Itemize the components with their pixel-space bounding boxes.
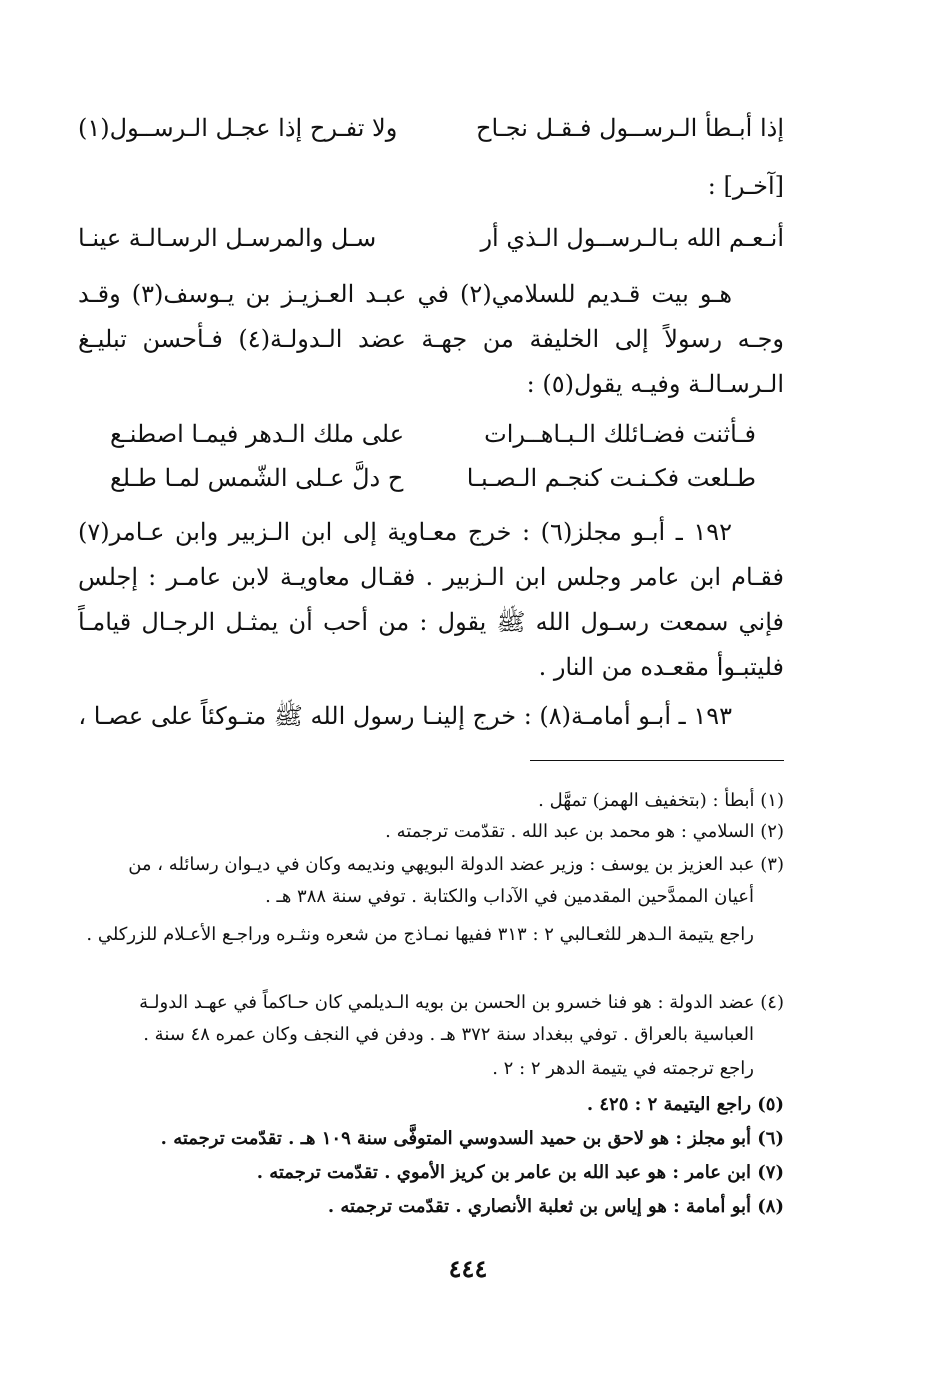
footnote-4-reference: راجع ترجمته في يتيمة الدهر ٢ : ٢ . [492, 1058, 754, 1079]
footnote-3-reference: راجع يتيمة الـدهر للثعـالبي ٢ : ٣١٣ ففيها نمـاذج من شعره ونثـره وراجـع الأعـلام للزركلي . [86, 924, 754, 945]
page-number: ٤٤٤ [448, 1254, 488, 1283]
footnote-4-continuation: العباسية بالعراق . توفي ببغداد سنة ٣٧٢ هـ . ودفن في النجف وكان عمره ٤٨ سنة . [143, 1024, 754, 1045]
verse-hemistich-first: أنـعـم الله بـالـرســول الـذي أر [480, 224, 784, 252]
hadith-paragraph-193: ١٩٣ ـ أبـو أمامـة(٨) : خرج إلينـا رسول الله ﷺ متـوكئاً على عصـا ، [78, 702, 732, 730]
footnote-1: (١) أبطأ : (بتخفيف الهمز) تمهَّل . [538, 790, 784, 811]
verse-hemistich-second: ح دلَّ عـلى الشّمس لمـا طـلع [110, 464, 404, 492]
verse-hemistich-second: سـل والمرسـل الرسـالـة عينـا [78, 224, 377, 252]
footnote-4: (٤) عضد الدولة : هو فنا خسرو بن الحسن بن بويه الـديلمي كان حـاكماً في عهـد الدولـة [139, 992, 784, 1013]
hadith-paragraph-192: ١٩٢ ـ أبـو مجلز(٦) : خرج معـاوية إلى ابن الـزبير وابن عـامر(٧) فقـام ابن عامر وجلس ابن الـزبير . فقـال معاويـة لابن عامـر : إجلس فإني سمعت رسـول الله ﷺ يقول : من أحب أن يمثـل الرجـال قيامـاً فليتبـوأ مقعـده من النار . [78, 518, 784, 681]
verse-hemistich-first: إذا أبـطأ الـرســول فـقـل نجـاح [475, 114, 784, 142]
footnote-3: (٣) عبد العزيز بن يوسف : وزير عضد الدولة البويهي ونديمه وكان في ديـوان رسائله ، من [128, 854, 784, 875]
section-label: [آخـر] : [707, 172, 784, 200]
verse-hemistich-second: على ملك الـدهر فيمـا اصطنـع [110, 420, 405, 448]
footnote-5: (٥) راجع اليتيمة ٢ : ٤٢٥ . [586, 1094, 784, 1115]
footnote-6: (٦) أبو مجلز : هو لاحق بن حميد السدوسي المتوفَّى سنة ١٠٩ هـ . تقدّمت ترجمته . [160, 1128, 784, 1149]
footnote-8: (٨) أبو أمامة : هو إياس بن ثعلبة الأنصاري . تقدّمت ترجمته . [327, 1196, 784, 1217]
footnote-3-continuation: أعيان الممدَّحين المقدمين في الآداب والكتابة . توفي سنة ٣٨٨ هـ . [265, 886, 754, 907]
footnote-7: (٧) ابن عامر : هو عبد الله بن عامر بن كريز الأموي . تقدّمت ترجمته . [256, 1162, 784, 1183]
verse-hemistich-first: فـأثنت فضـائلك الـبـاهــرات [484, 420, 756, 448]
verse-hemistich-second: ولا تفـرح إذا عجـل الـرســول(١) [78, 114, 398, 142]
footnote-2: (٢) السلامي : هو محمد بن عبد الله . تقدّمت ترجمته . [385, 821, 784, 842]
footnote-divider [530, 760, 784, 761]
body-paragraph: هـو بيت قـديم للسلامي(٢) في عبـد العـزيـز بن يـوسف(٣) وقـد وجـه رسولاً إلى الخليفة من جهـة عضد الـدولـة(٤) فـأحسن تبليـغ الـرسـالـة وفيـه يقول(٥) : [78, 280, 784, 398]
verse-hemistich-first: طـلعت فكـنـت كنجـم الـصـبـا [466, 464, 756, 492]
